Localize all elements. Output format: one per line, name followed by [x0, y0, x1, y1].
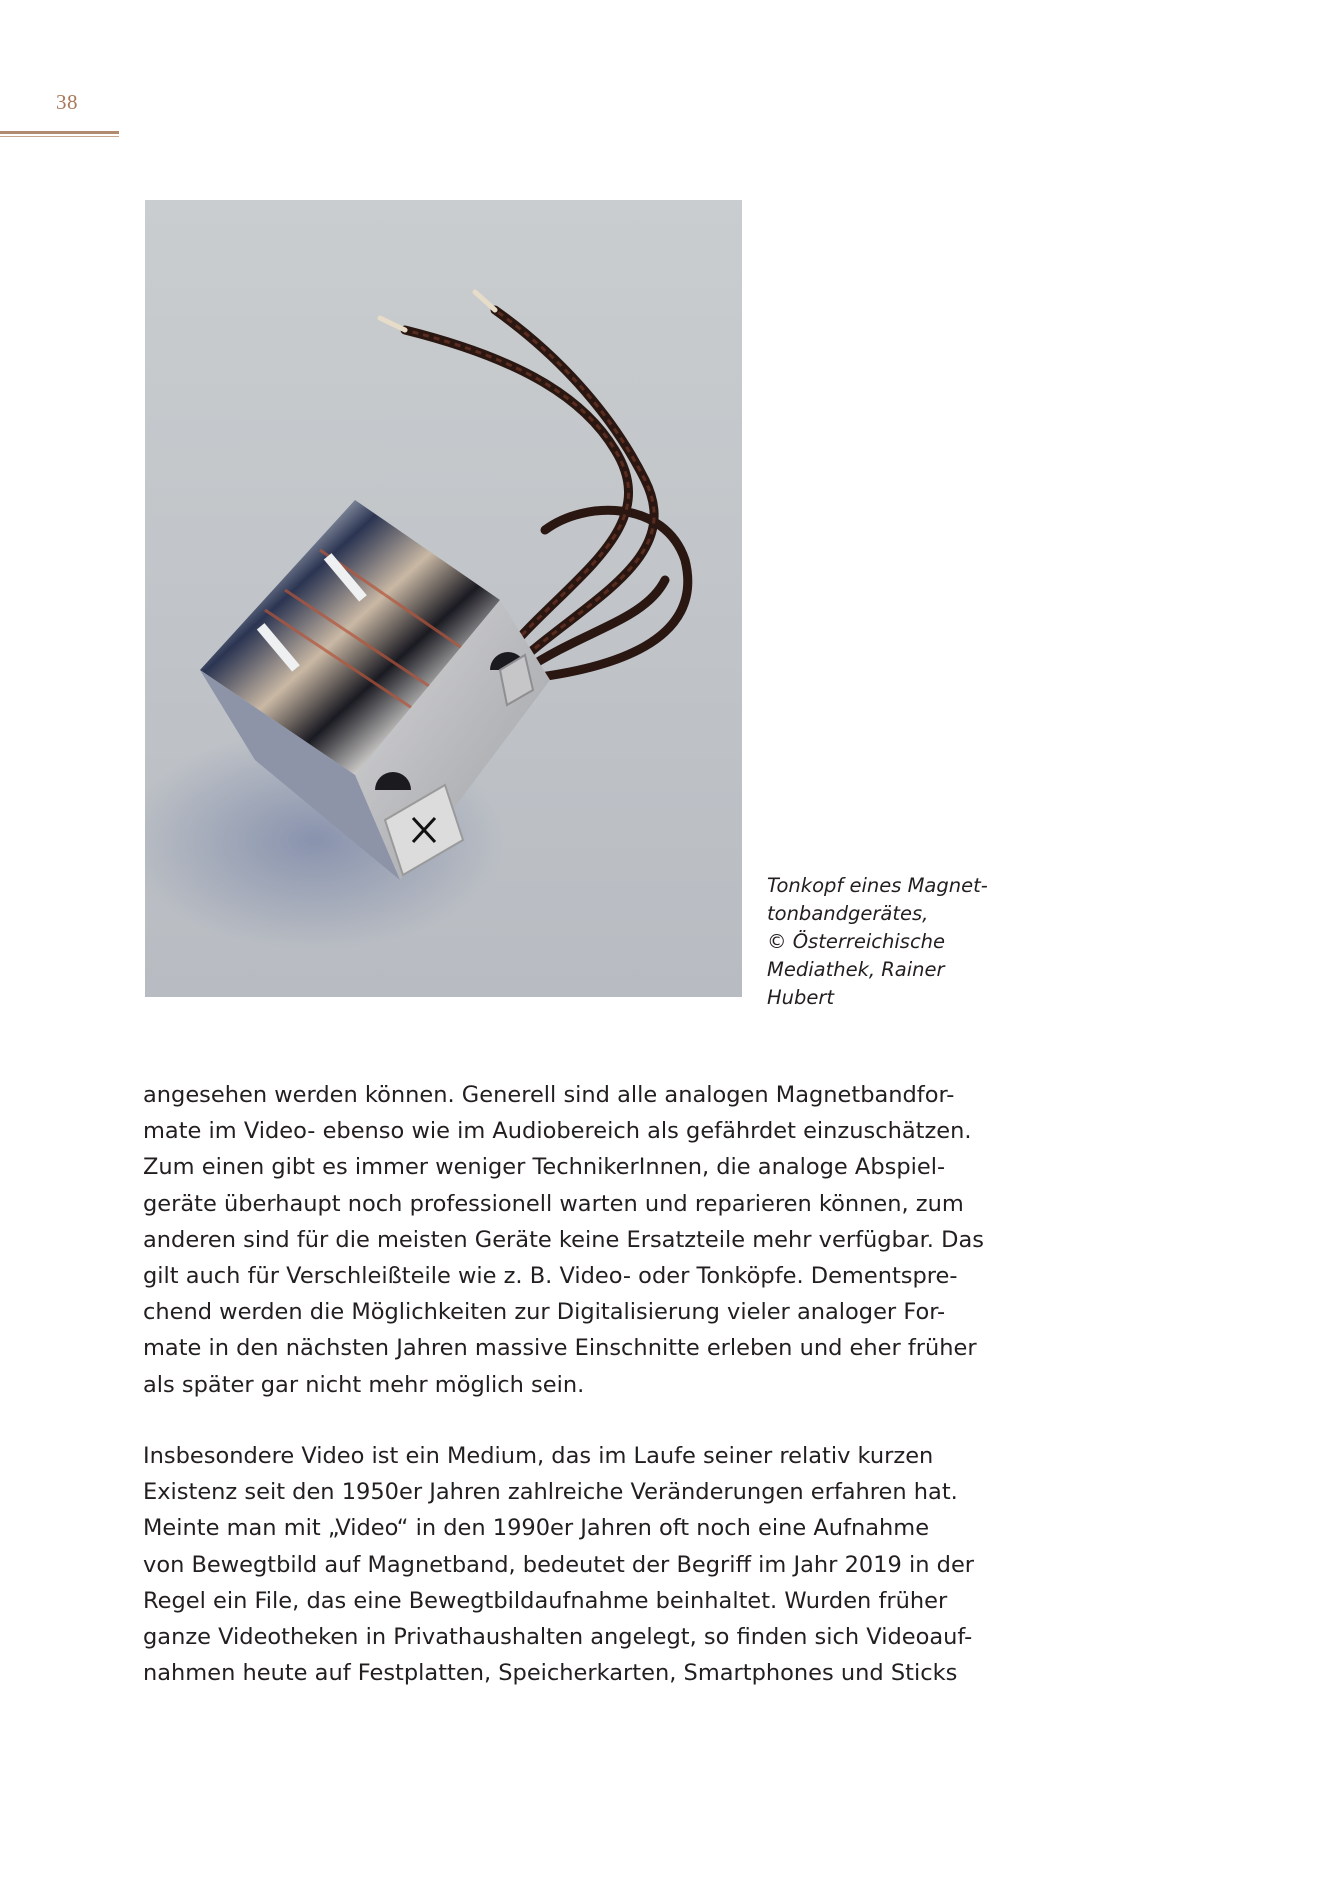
text-line: Meinte man mit „Video“ in den 1990er Jahren oft noch eine Aufnahme [143, 1515, 930, 1542]
body-paragraph-1 [143, 1077, 1043, 1403]
text-line: Existenz seit den 1950er Jahren zahlreiche Veränderungen erfahren hat. [143, 1479, 958, 1506]
text-line: von Bewegtbild auf Magnetband, bedeutet der Begriff im Jahr 2019 in der [143, 1551, 975, 1578]
text-line: mate im Video- ebenso wie im Audiobereich als gefährdet einzuschätzen. [143, 1118, 972, 1145]
caption-line: Tonkopf eines Magnet- [767, 874, 988, 897]
text-line: angesehen werden können. Generell sind alle analogen Magnetbandfor- [143, 1082, 955, 1108]
caption-line: Mediathek, Rainer [767, 958, 945, 981]
text-line: geräte überhaupt noch professionell warten und reparieren können, zum [143, 1190, 964, 1217]
page-number-rule [0, 131, 119, 134]
figure-caption [767, 872, 1027, 1012]
text-line: als später gar nicht mehr möglich sein. [143, 1371, 585, 1398]
text-line: Zum einen gibt es immer weniger TechnikerInnen, die analoge Abspiel- [143, 1154, 946, 1181]
caption-line: © Österreichische [767, 930, 946, 953]
text-line: Regel ein File, das eine Bewegtbildaufnahme beinhaltet. Wurden früher [143, 1587, 948, 1614]
page-number: 38 [56, 90, 78, 114]
tape-head-photo [145, 200, 742, 997]
text-line: chend werden die Möglichkeiten zur Digitalisierung vieler analoger For- [143, 1299, 946, 1326]
text-line: ganze Videotheken in Privathaushalten angelegt, so finden sich Videoauf- [143, 1624, 973, 1651]
text-line: anderen sind für die meisten Geräte keine Ersatzteile mehr verfügbar. Das [143, 1226, 984, 1253]
caption-line: Hubert [767, 986, 835, 1009]
text-line: gilt auch für Verschleißteile wie z. B. Video- oder Tonköpfe. Dementspre- [143, 1263, 958, 1290]
body-paragraph-2 [143, 1438, 1043, 1691]
text-line: Insbesondere Video ist ein Medium, das im Laufe seiner relativ kurzen [143, 1443, 934, 1469]
caption-line: tonbandgerätes, [767, 902, 929, 925]
page-number-rule-thin [0, 136, 119, 137]
text-line: nahmen heute auf Festplatten, Speicherkarten, Smartphones und Sticks [143, 1660, 958, 1687]
text-line: mate in den nächsten Jahren massive Einschnitte erleben und eher früher [143, 1335, 977, 1362]
